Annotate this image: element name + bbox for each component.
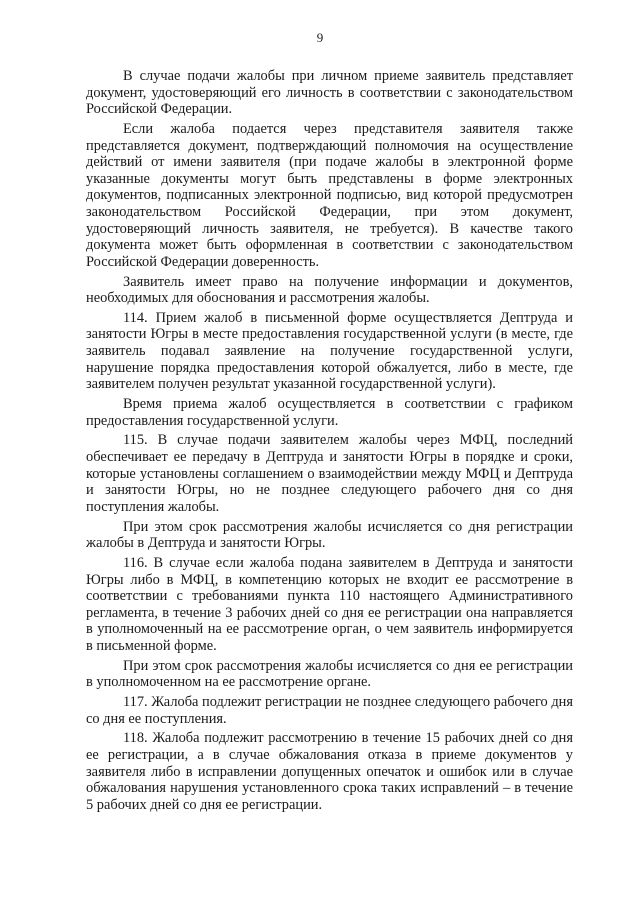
paragraph-116-term: При этом срок рассмотрения жалобы исчисляется со дня ее регистрации в уполномоченном на ее рассмотрение органе. [86,657,573,691]
paragraph-114: 114. Прием жалоб в письменной форме осуществляется Дептруда и занятости Югры в месте предоставления государственной услуги (в месте, где заявитель подавал заявление на получение государственной услуги, нарушение порядка предоставления которой обжалуется, либо в месте, где заявителем получен результат указанной государственной услуги). [86,309,573,393]
page-number: 9 [316,30,324,45]
paragraph-117: 117. Жалоба подлежит регистрации не позднее следующего рабочего дня со дня ее поступления. [86,694,573,727]
paragraph-identity-document: В случае подачи жалобы при личном приеме заявитель представляет документ, удостоверяющий его личность в соответствии с законодательством Российской Федерации. [86,68,573,118]
paragraph-reception-time: Время приема жалоб осуществляется в соответствии с графиком предоставления государственной услуги. [86,396,573,429]
paragraph-118: 118. Жалоба подлежит рассмотрению в течение 15 рабочих дней со дня ее регистрации, а в случае обжалования отказа в приеме документов у заявителя либо в исправлении допущенных опечаток и ошибок или в случае обжалования нарушения установленного срока таких исправлений – в течение 5 рабочих дней со дня ее регистрации. [86,730,573,813]
paragraph-115: 115. В случае подачи заявителем жалобы через МФЦ, последний обеспечивает ее передачу в Дептруда и занятости Югры в порядке и сроки, которые установлены соглашением о взаимодействии между МФЦ и Дептруда и занятости Югры, но не позднее следующего рабочего дня со дня поступления жалобы. [86,432,573,515]
paragraph-116: 116. В случае если жалоба подана заявителем в Дептруда и занятости Югры либо в МФЦ, в компетенцию которых не входит ее рассмотрение в соответствии с требованиями пункта 110 настоящего Административного регламента, в течение 3 рабочих дней со дня ее регистрации она направляется в уполномоченный на ее рассмотрение орган, о чем заявитель информируется в письменной форме. [86,554,573,654]
paragraph-representative: Если жалоба подается через представителя заявителя также представляется документ, подтверждающий полномочия на осуществление действий от имени заявителя (при подаче жалобы в электронной форме указанные документы могут быть представлены в форме электронных документов, подписанных электронной подписью, вид которой предусмотрен законодательством Российской Федерации, при этом документ, удостоверяющий личность заявителя, не требуется). В качестве такого документа может быть оформленная в соответствии с законодательством Российской Федерации доверенность. [86,120,573,270]
paragraph-right-to-information: Заявитель имеет право на получение информации и документов, необходимых для обоснования и рассмотрения жалобы. [86,273,573,307]
document-body [86,68,573,817]
paragraph-115-term: При этом срок рассмотрения жалобы исчисляется со дня регистрации жалобы в Дептруда и занятости Югры. [86,518,573,552]
